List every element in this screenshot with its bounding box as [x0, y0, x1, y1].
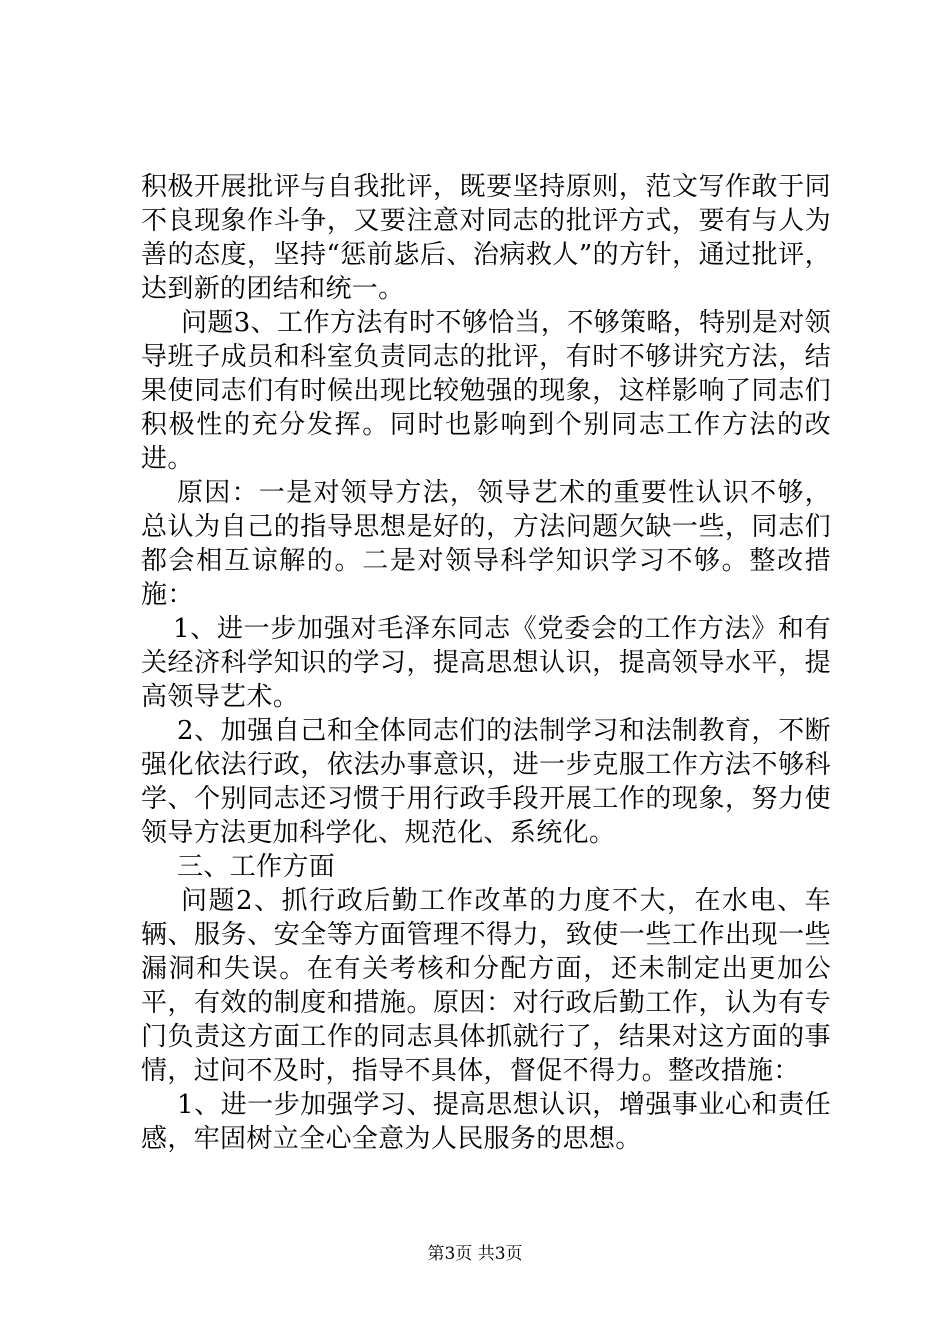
- paragraph-measure-1: 1、进一步加强对毛泽东同志《党委会的工作方法》和有关经济科学知识的学习，提高思想认识，提高领导水平，提高领导艺术。: [141, 614, 831, 712]
- paragraph-measure-study: 1、进一步加强学习、提高思想认识，增强事业心和责任感，牢固树立全心全意为人民服务的思想。: [141, 1090, 831, 1154]
- section-heading-work: 三、工作方面: [177, 852, 336, 882]
- document-body: [141, 170, 831, 1156]
- paragraph-reason: 原因：一是对领导方法，领导艺术的重要性认识不够，总认为自己的指导思想是好的，方法问题欠缺一些，同志们都会相互谅解的。二是对领导科学知识学习不够。整改措施：: [141, 478, 831, 610]
- page-footer: 第3页 共3页: [427, 1244, 523, 1264]
- paragraph-problem-3: 问题3、工作方法有时不够恰当，不够策略，特别是对领导班子成员和科室负责同志的批评，有时不够讲究方法，结果使同志们有时候出现比较勉强的现象，这样影响了同志们积极性的充分发挥。同时也影响到个别同志工作方法的改进。: [141, 308, 831, 474]
- paragraph-measure-2: 2、加强自己和全体同志们的法制学习和法制教育，不断强化依法行政，依法办事意识，进一步克服工作方法不够科学、个别同志还习惯于用行政手段开展工作的现象，努力使领导方法更加科学化、规范化、系统化。: [141, 716, 831, 848]
- paragraph-criticism: 积极开展批评与自我批评，既要坚持原则，范文写作敢于同不良现象作斗争，又要注意对同志的批评方式，要有与人为善的态度，坚持“惩前毖后、治病救人”的方针，通过批评，达到新的团结和统一。: [141, 172, 831, 304]
- paragraph-problem-2: 问题2、抓行政后勤工作改革的力度不大，在水电、车辆、服务、安全等方面管理不得力，致使一些工作出现一些漏洞和失误。在有关考核和分配方面，还未制定出更加公平，有效的制度和措施。原因：对行政后勤工作，认为有专门负责这方面工作的同志具体抓就行了，结果对这方面的事情，过问不及时，指导不具体，督促不得力。整改措施：: [141, 886, 831, 1086]
